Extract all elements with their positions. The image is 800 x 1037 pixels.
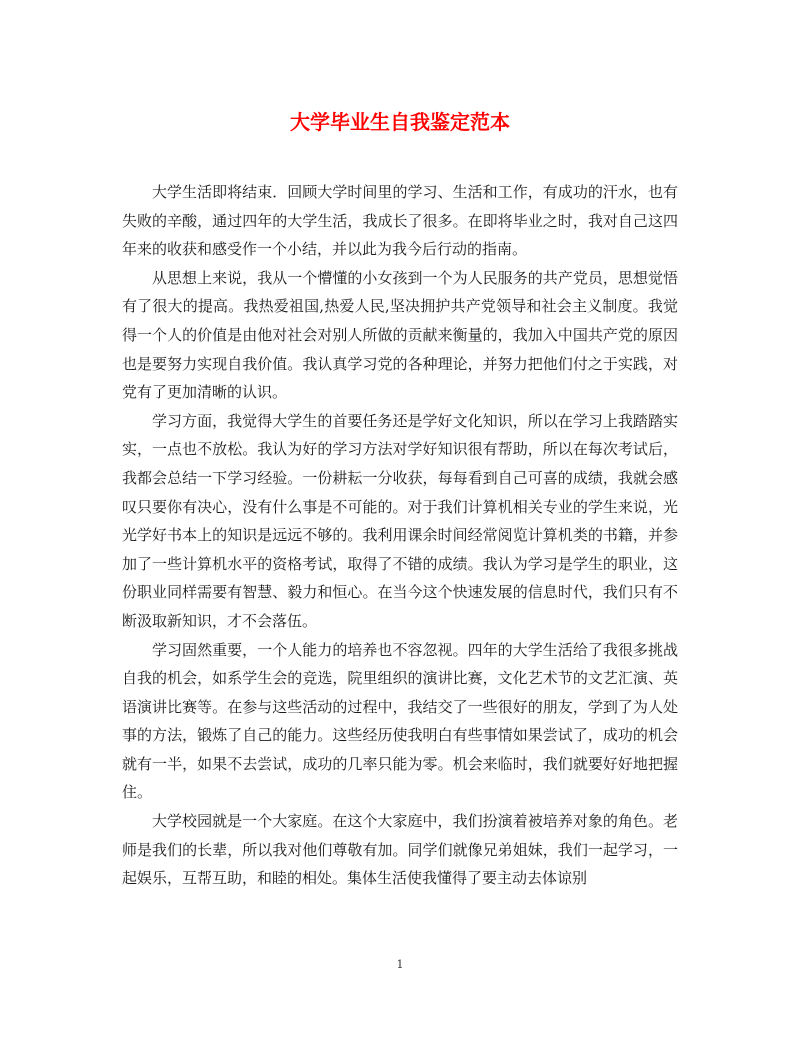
paragraph-campus: 大学校园就是一个大家庭。在这个大家庭中，我们扮演着被培养对象的角色。老师是我们的长辈，所以我对他们尊敬有加。同学们就像兄弟姐妹，我们一起学习，一起娱乐，互帮互助，和睦的相处。集体生活使我懂得了要主动去体谅别 bbox=[122, 812, 678, 888]
document-body bbox=[122, 178, 678, 893]
paragraph-study: 学习方面，我觉得大学生的首要任务还是学好文化知识，所以在学习上我踏踏实实，一点也不放松。我认为好的学习方法对学好知识很有帮助，所以在每次考试后，我都会总结一下学习经验。一份耕耘一分收获，每每看到自己可喜的成绩，我就会感叹只要你有决心，没有什么事是不可能的。对于我们计算机相关专业的学生来说，光光学好书本上的知识是远远不够的。我利用课余时间经常阅览计算机类的书籍，并参加了一些计算机水平的资格考试，取得了不错的成绩。我认为学习是学生的职业，这份职业同样需要有智慧、毅力和恒心。在当今这个快速发展的信息时代，我们只有不断汲取新知识，才不会落伍。 bbox=[122, 411, 678, 630]
paragraph-ideology: 从思想上来说，我从一个懵懂的小女孩到一个为人民服务的共产党员，思想觉悟有了很大的提高。我热爱祖国,热爱人民,坚决拥护共产党领导和社会主义制度。我觉得一个人的价值是由他对社会对别人所做的贡献来衡量的，我加入中国共产党的原因也是要努力实现自我价值。我认真学习党的各种理论，并努力把他们付之于实践，对党有了更加清晰的认识。 bbox=[122, 268, 678, 402]
paragraph-intro: 大学生活即将结束．回顾大学时间里的学习、生活和工作，有成功的汗水，也有失败的辛酸，通过四年的大学生活，我成长了很多。在即将毕业之时，我对自己这四年来的收获和感受作一个小结，并以此为我今后行动的指南。 bbox=[122, 183, 678, 259]
page-number: 1 bbox=[396, 958, 404, 971]
document-title: 大学毕业生自我鉴定范本 bbox=[290, 110, 510, 134]
paragraph-ability: 学习固然重要，一个人能力的培养也不容忽视。四年的大学生活给了我很多挑战自我的机会，如系学生会的竞选，院里组织的演讲比赛，文化艺术节的文艺汇演、英语演讲比赛等。在参与这些活动的过程中，我结交了一些很好的朋友，学到了为人处事的方法，锻炼了自己的能力。这些经历使我明白有些事情如果尝试了，成功的机会就有一半，如果不去尝试，成功的几率只能为零。机会来临时，我们就要好好地把握住。 bbox=[122, 640, 678, 802]
